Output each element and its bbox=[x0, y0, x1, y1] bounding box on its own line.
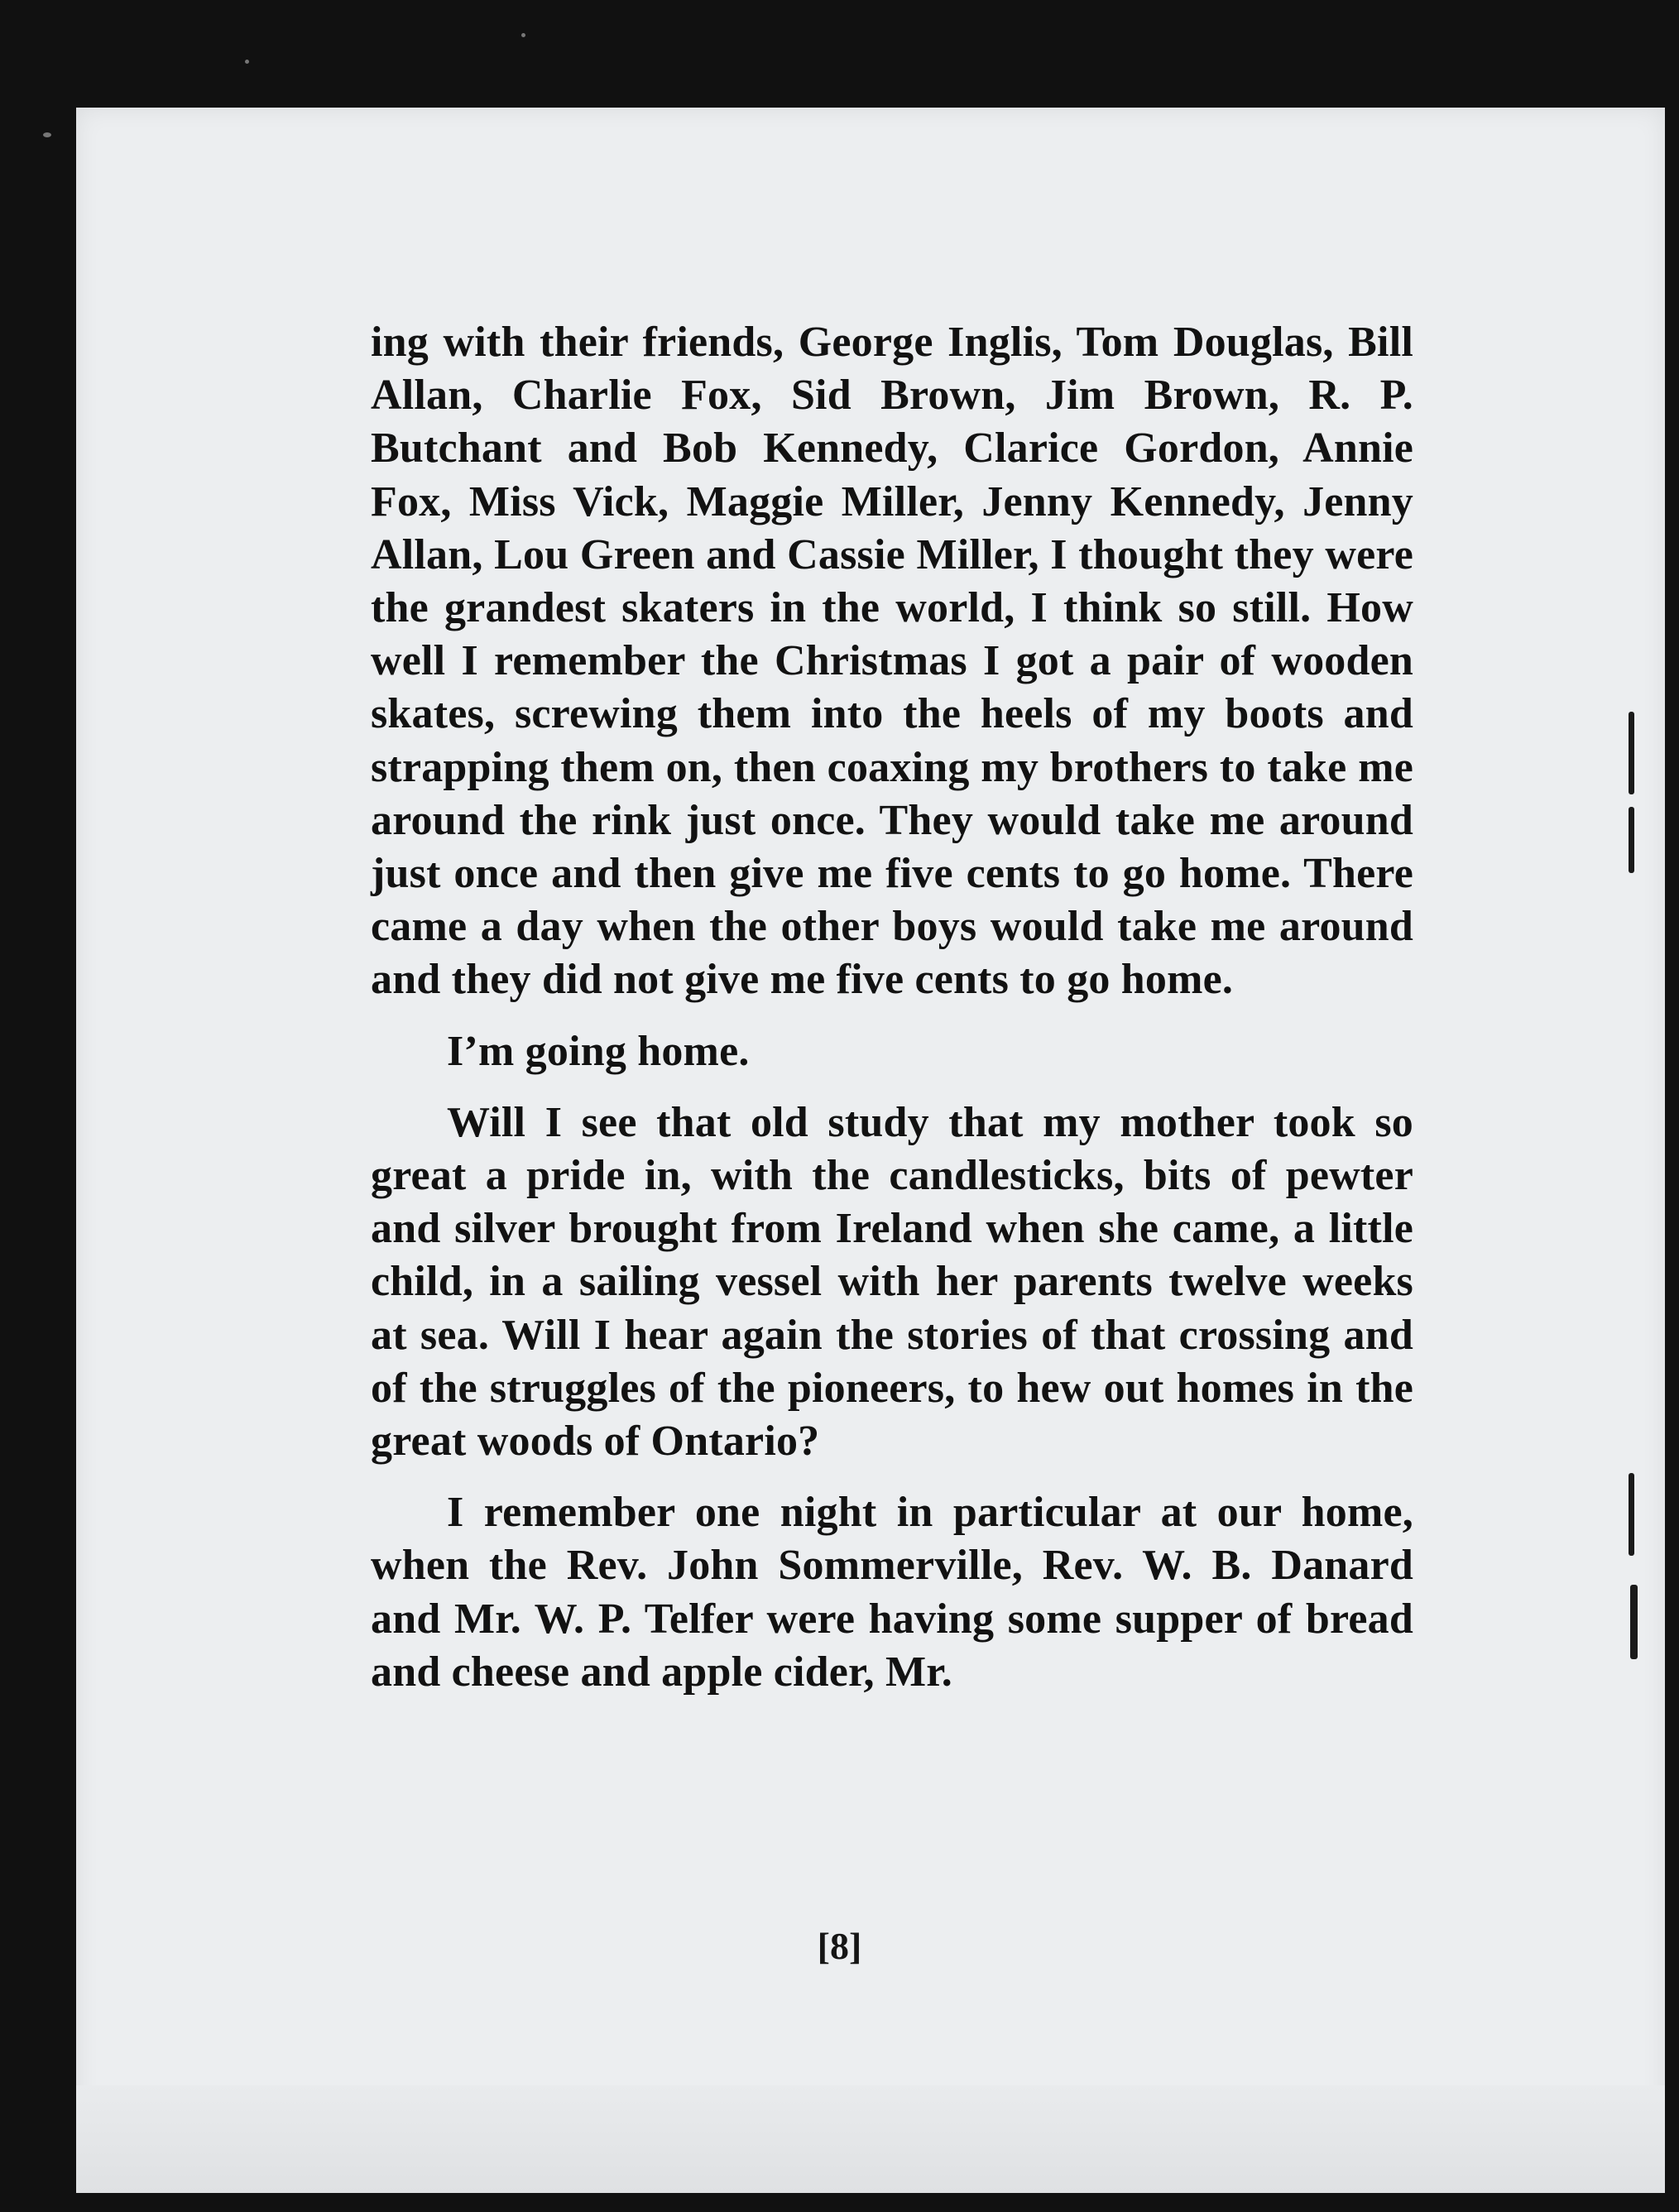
paragraph-going-home: I’m going home. bbox=[447, 1027, 750, 1075]
paragraph-skating: ing with their friends, George Inglis, Tom Douglas, Bill Allan, Charlie Fox, Sid Brown, Jim Brown, R. P. Butchant and Bob Kennedy, Clarice Gordon, Annie Fox, Miss Vick, Maggie Miller, Jenny Kennedy, Jenny Allan, Lou Green and Cassie Miller, I thought they were the grandest skaters in the world, I think so still. How well I remember the Christmas I got a pair of wooden skates, screwing them into the heels of my boots and strapping them on, then coaxing my brothers to take me around the rink just once. They would take me around just once and then give me five cents to go home. There came a day when the other boys would take me around and they did not give me five cents to go home. bbox=[371, 319, 1413, 1004]
margin-mark bbox=[1630, 1585, 1638, 1659]
scan-speck bbox=[43, 132, 51, 137]
margin-mark bbox=[1629, 807, 1634, 873]
margin-mark bbox=[1629, 712, 1634, 794]
scan-speck bbox=[245, 60, 249, 64]
margin-mark bbox=[1629, 1473, 1634, 1556]
page-bottom-edge bbox=[76, 2085, 1665, 2193]
page-number: [8] bbox=[817, 1925, 862, 1967]
page-text bbox=[371, 316, 1413, 1717]
paragraph-supper: I remember one night in particular at our home, when the Rev. John Sommerville, Rev. W. B. Danard and Mr. W. P. Telfer were having some supper of bread and cheese and apple cider, Mr. bbox=[371, 1489, 1413, 1696]
scan-speck bbox=[521, 33, 525, 37]
paragraph-study: Will I see that old study that my mother took so great a pride in, with the candlesticks, bits of pewter and silver brought from Ireland when she came, a little child, in a sailing vessel with her parents twelve weeks at sea. Will I hear again the stories of that crossing and of the struggles of the pioneers, to hew out homes in the great woods of Ontario? bbox=[371, 1098, 1413, 1466]
